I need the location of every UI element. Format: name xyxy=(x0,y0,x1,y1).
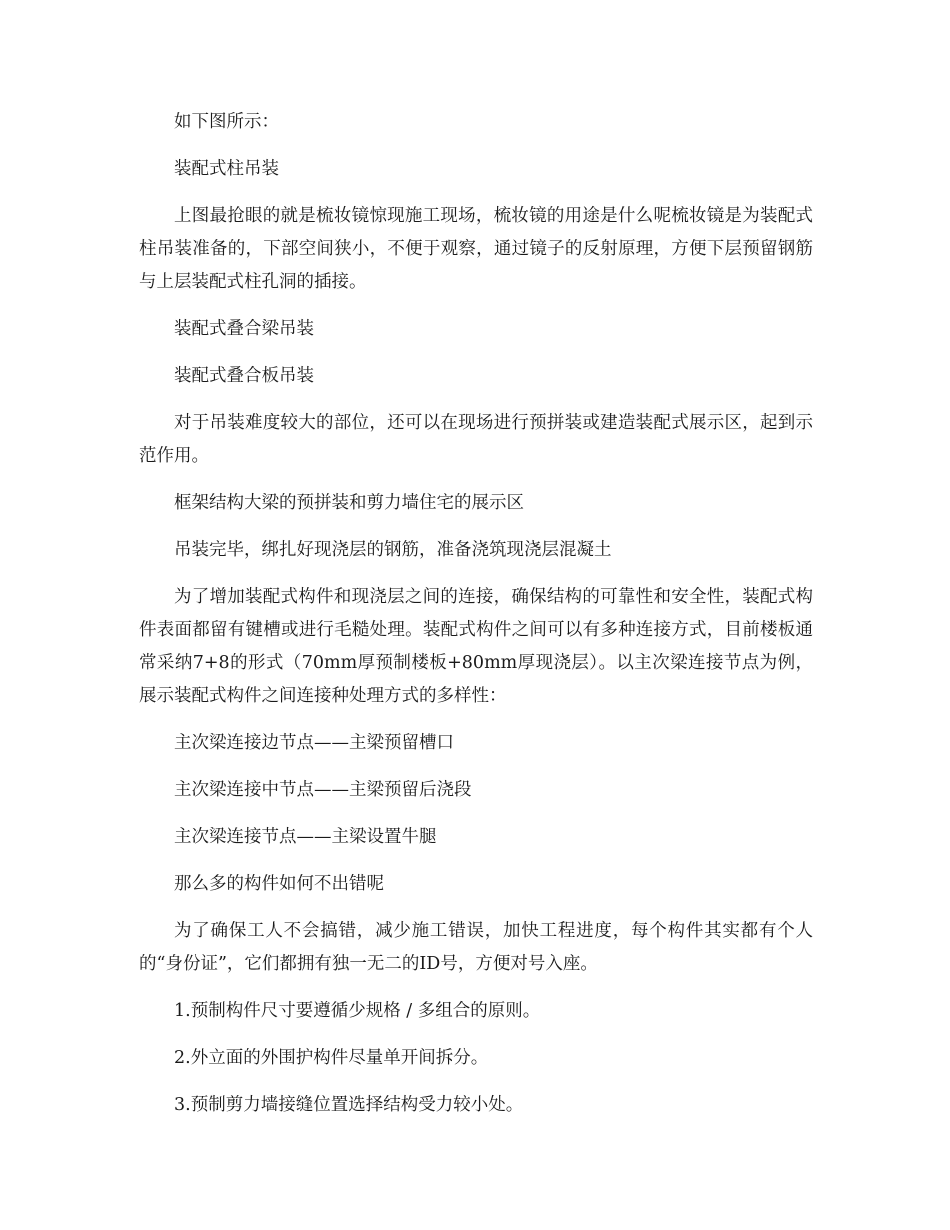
document-body xyxy=(139,106,813,1136)
paragraph-connection-methods: 为了增加装配式构件和现浇层之间的连接，确保结构的可靠性和安全性，装配式构件表面都留有键槽或进行毛糙处理。装配式构件之间可以有多种连接方式，目前楼板通常采纳7+8的形式（70mm厚预制楼板+80mm厚现浇层）。以主次梁连接节点为例，展示装配式构件之间连接种处理方式的多样性： xyxy=(139,587,813,706)
list-item-2: 2.外立面的外围护构件尽量单开间拆分。 xyxy=(174,1048,489,1068)
paragraph-caption-beam-hoisting: 装配式叠合梁吊装 xyxy=(174,319,314,339)
list-item-1: 1.预制构件尺寸要遵循少规格 / 多组合的原则。 xyxy=(174,1001,541,1021)
paragraph-caption-slab-hoisting: 装配式叠合板吊装 xyxy=(174,366,314,386)
paragraph-question: 那么多的构件如何不出错呢 xyxy=(174,874,384,894)
paragraph-edge-joint: 主次梁连接边节点——主梁预留槽口 xyxy=(174,733,454,753)
paragraph-pre-assembly: 对于吊装难度较大的部位，还可以在现场进行预拼装或建造装配式展示区，起到示范作用。 xyxy=(139,413,813,466)
list-item-3: 3.预制剪力墙接缝位置选择结构受力较小处。 xyxy=(174,1095,524,1115)
paragraph-id-numbers: 为了确保工人不会搞错，减少施工错误，加快工程进度，每个构件其实都有个人的“身份证”，它们都拥有独一无二的ID号，方便对号入座。 xyxy=(139,921,813,974)
paragraph-middle-joint: 主次梁连接中节点——主梁预留后浇段 xyxy=(174,780,472,800)
paragraph-cast-in-place: 吊装完毕，绑扎好现浇层的钢筋，准备浇筑现浇层混凝土 xyxy=(174,540,612,560)
paragraph-mirror-explanation: 上图最抢眼的就是梳妆镜惊现施工现场，梳妆镜的用途是什么呢梳妆镜是为装配式柱吊装准备的，下部空间狭小，不便于观察，通过镜子的反射原理，方便下层预留钢筋与上层装配式柱孔洞的插接。 xyxy=(139,206,813,292)
paragraph-intro: 如下图所示： xyxy=(174,112,279,132)
paragraph-corbel-joint: 主次梁连接节点——主梁设置牛腿 xyxy=(174,827,437,847)
paragraph-caption-column-hoisting: 装配式柱吊装 xyxy=(174,159,279,179)
paragraph-caption-display-area: 框架结构大梁的预拼装和剪力墙住宅的展示区 xyxy=(174,493,524,513)
